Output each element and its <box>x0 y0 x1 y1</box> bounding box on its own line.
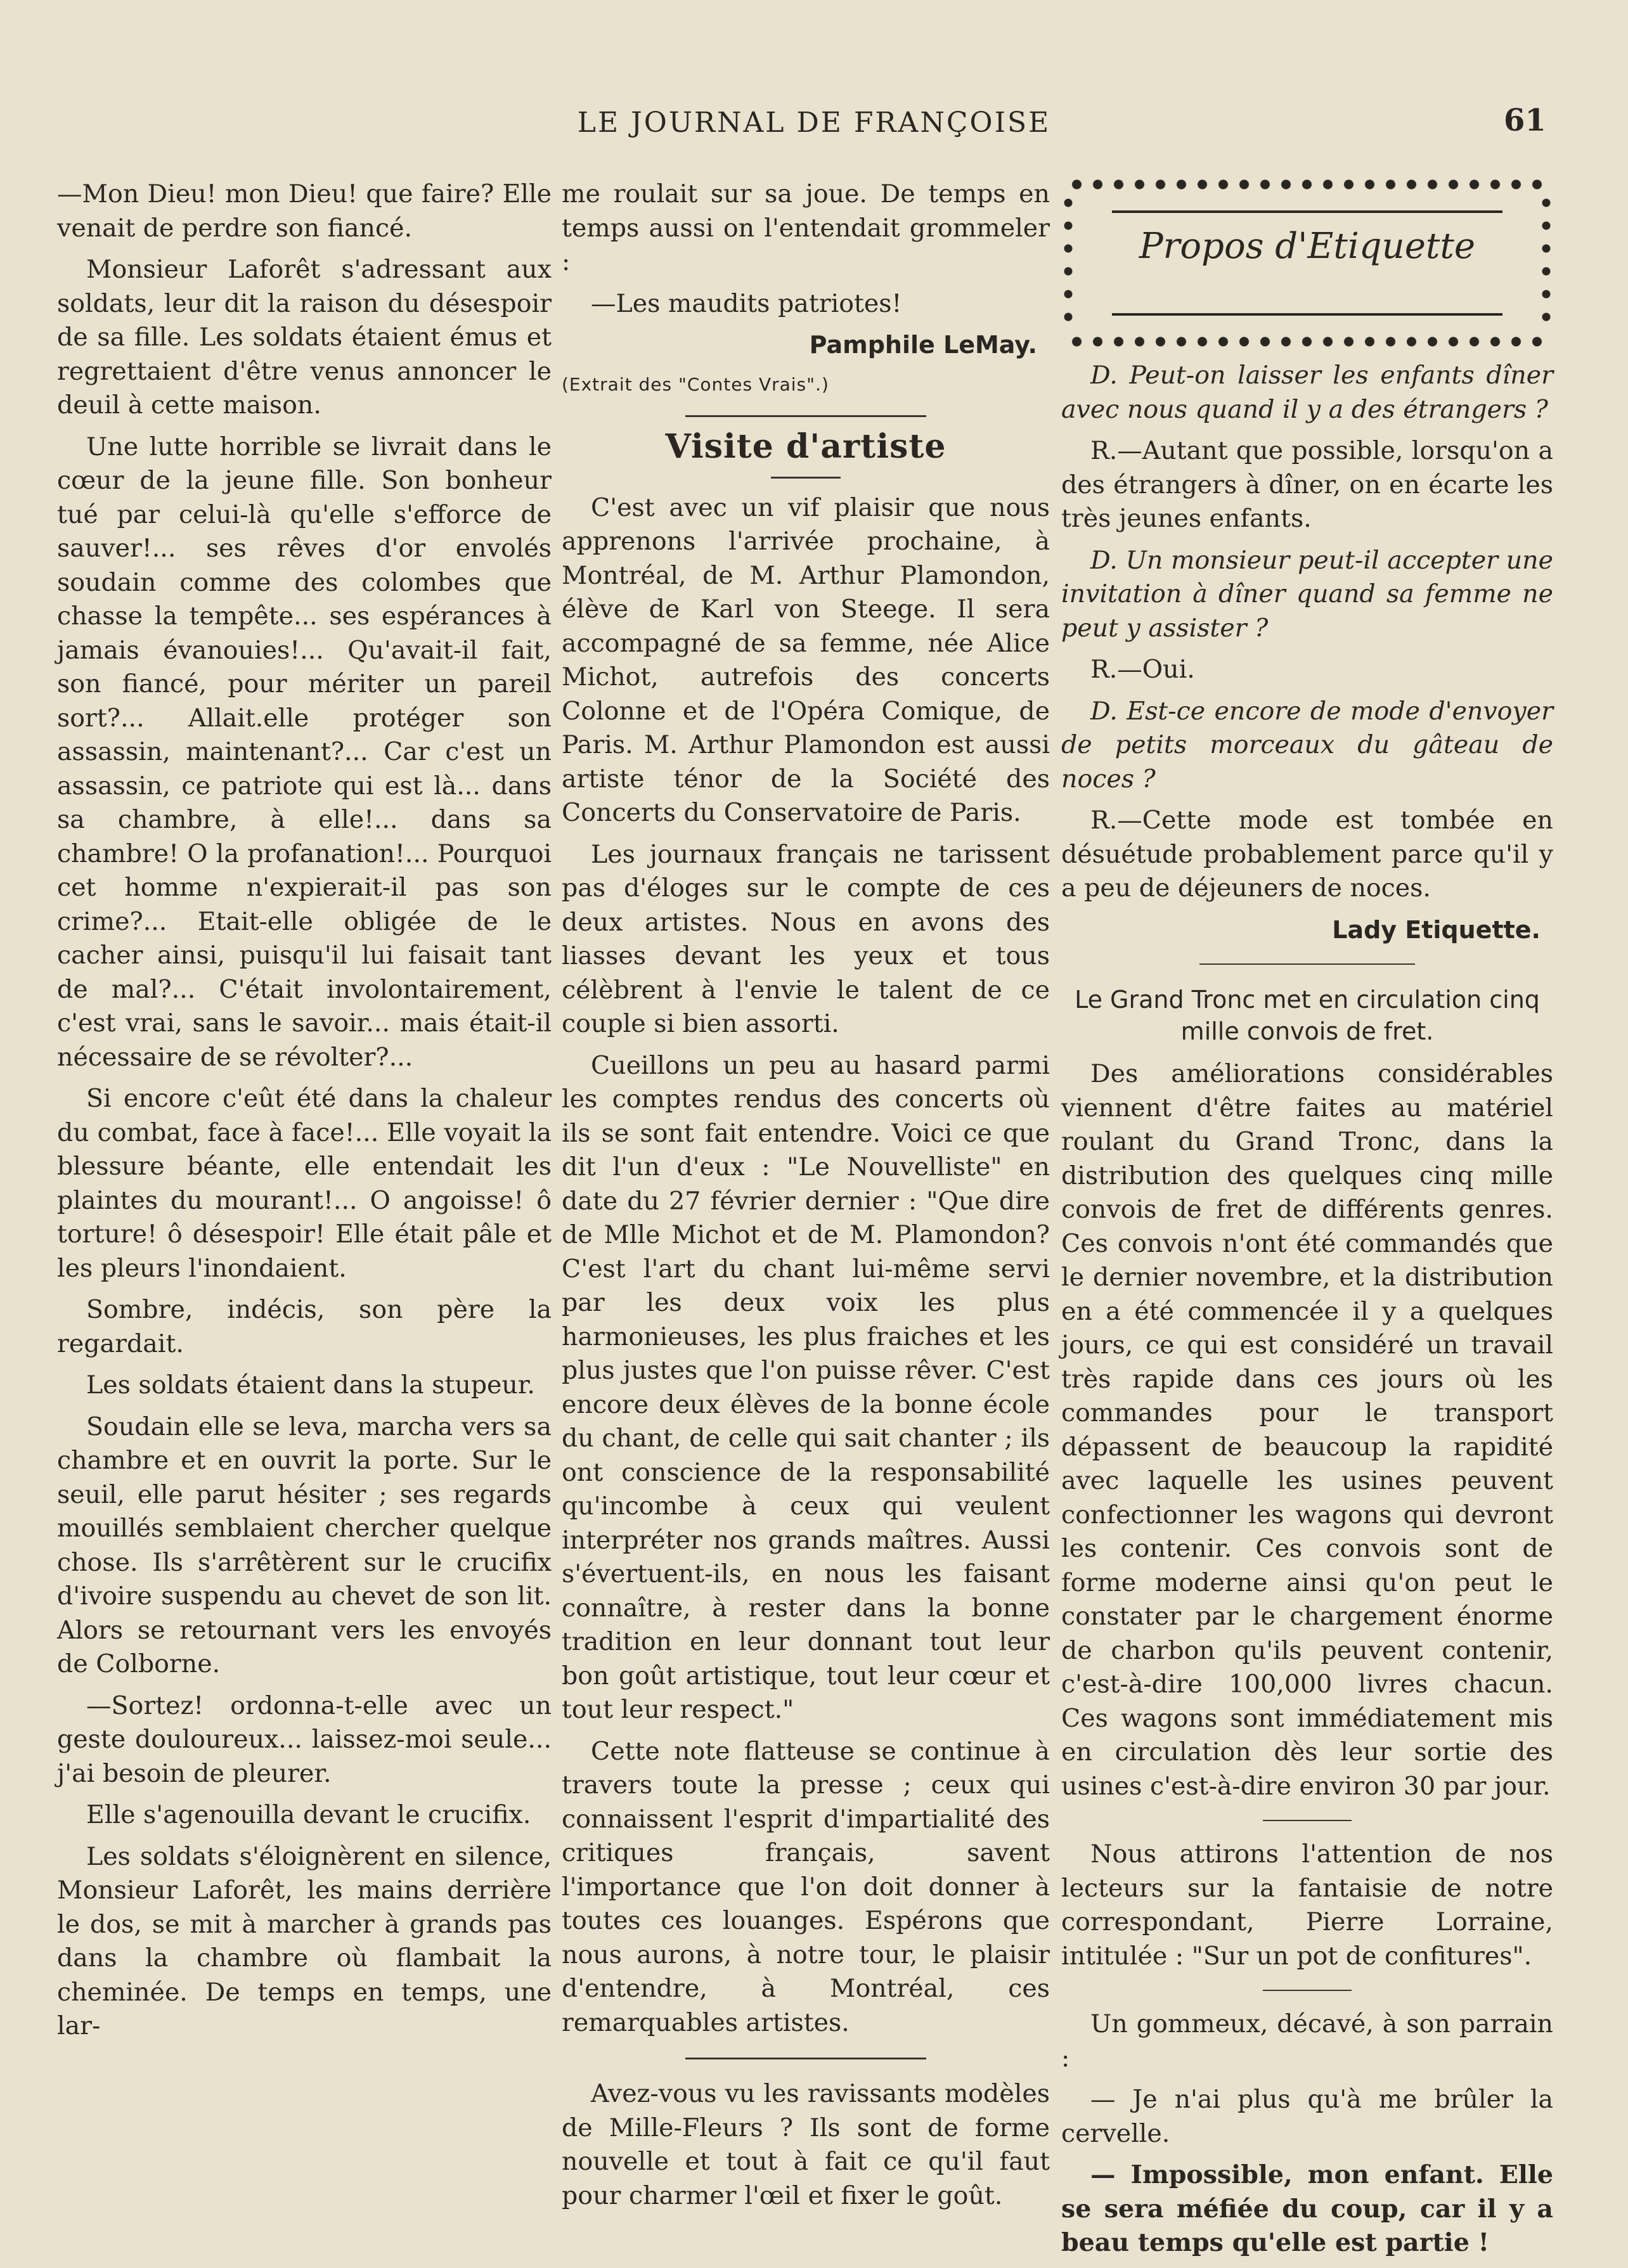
paragraph: Cette note flatteuse se continue à travers toute la presse ; ceux qui connaissent l'esprit d'impartialité des critiques français, savent l'importance que l'on doit donner à toutes ces louanges. Espérons que nous aurons, à notre tour, le plaisir d'entendre, à Montréal, ces remarquables artistes. <box>562 1736 1050 2037</box>
quote: —Les maudits patriotes! <box>591 288 902 318</box>
author-signature: Pamphile LeMay. <box>809 331 1037 359</box>
running-head: LE JOURNAL DE FRANÇOISE <box>577 106 1051 139</box>
frame-rule <box>1112 210 1502 213</box>
section-divider <box>1199 963 1415 965</box>
column-1 <box>57 177 552 2051</box>
column-2 <box>562 177 1050 2220</box>
paragraph: me roulait sur sa joue. De temps en temps aussi on l'entendait grommeler : <box>562 179 1050 276</box>
etiquette-title: Propos d'Etiquette <box>1139 226 1475 267</box>
question: D. Un monsieur peut-il accepter une invitation à dîner quand sa femme ne peut y assister ? <box>1061 545 1553 643</box>
joke-line: Un gommeux, décavé, à son parrain : <box>1061 2009 1553 2073</box>
dotted-border <box>1066 335 1548 349</box>
etiquette-signature: Lady Etiquette. <box>1332 915 1541 944</box>
joke-line: — Impossible, mon enfant. Elle se sera méfiée du coup, car il y a beau temps qu'elle est partie ! <box>1061 2160 1553 2257</box>
etiquette-title-frame <box>1061 177 1553 349</box>
paragraph: Elle s'agenouilla devant le crucifix. <box>86 1800 531 1829</box>
paragraph: Monsieur Laforêt s'adressant aux soldats, leur dit la raison du désespoir de sa fille. Les soldats étaient émus et regrettaient d'être venus annoncer le deuil à cette maison. <box>57 255 552 420</box>
paragraph: Soudain elle se leva, marcha vers sa chambre et en ouvrit la porte. Sur le seuil, elle parut hésiter ; ses regards mouillés semblaient chercher quelque chose. Ils s'arrêtèrent sur le crucifix d'ivoire suspendu au chevet de son lit. Alors se retournant vers les envoyés de Colborne. <box>57 1412 552 1678</box>
frame-rule <box>1112 313 1502 316</box>
answer: R.—Cette mode est tombée en désuétude probablement parce qu'il y a peu de déjeuners de noces. <box>1061 806 1553 903</box>
question: D. Est-ce encore de mode d'envoyer de petits morceaux du gâteau de noces ? <box>1061 696 1553 794</box>
paragraph: —Sortez! ordonna-t-elle avec un geste douloureux... laissez-moi seule... j'ai besoin de pleurer. <box>57 1691 552 1788</box>
section-divider <box>685 2058 926 2059</box>
column-3 <box>1061 177 1553 2268</box>
dotted-border <box>1066 177 1548 191</box>
heading-underline <box>771 477 841 479</box>
paragraph: Une lutte horrible se livrait dans le cœur de la jeune fille. Son bonheur tué par celui-là qu'elle s'efforce de sauver!... ses rêves d'or envolés soudain comme des colombes que chasse la tempête... ses espérances à jamais évanouies!... Qu'avait-il fait, son fiancé, pour mériter un pareil sort?... Allait.elle protéger son assassin, maintenant?... Car c'est un assassin, ce patriote qui est là... dans sa chambre, à elle!... dans sa chambre! O la profanation!... Pourquoi cet homme n'expierait-il pas son crime?... Etait-elle obligée de le cacher ainsi, puisqu'il lui faisait tant de mal?... C'était involontairement, c'est vrai, sans le savoir... mais était-il nécessaire de se révolter?... <box>57 432 552 1072</box>
answer: R.—Autant que possible, lorsqu'on a des étrangers à dîner, on en écarte les très jeunes enfants. <box>1061 436 1553 533</box>
paragraph: —Mon Dieu! mon Dieu! que faire? Elle venait de perdre son fiancé. <box>57 179 552 243</box>
article-heading: Visite d'artiste <box>665 427 946 466</box>
paragraph: Avez-vous vu les ravissants modèles de Mille-Fleurs ? Ils sont de forme nouvelle et tout à fait ce qu'il faut pour charmer l'œil et fixer le goût. <box>562 2079 1050 2210</box>
page-number: 61 <box>1504 103 1546 138</box>
notice: Nous attirons l'attention de nos lecteurs sur la fantaisie de notre correspondant, Pierre Lorraine, intitulée : "Sur un pot de confitures". <box>1061 1840 1553 1971</box>
paragraph: Les journaux français ne tarissent pas d'éloges sur le compte de ces deux artistes. Nous en avons des liasses devant les yeux et tous célèbrent à l'envie le talent de ce couple si bien assorti. <box>562 839 1050 1038</box>
section-divider <box>1263 1990 1352 1991</box>
answer: R.—Oui. <box>1090 655 1195 684</box>
paragraph: Des améliorations considérables viennent d'être faites au matériel roulant du Grand Tronc, dans la distribution des quelques cinq mille convois de fret de différents genres. Ces convois n'ont été commandés que le dernier novembre, et la distribution en a été commencée il y a quelques jours, ce qui est considéré un travail très rapide dans ces jours où les commandes pour le transport dépassent de beaucoup la rapidité avec laquelle les usines peuvent confectionner les wagons qui devront les contenir. Ces convois sont de forme moderne ainsi qu'on peut le constater par le chargement énorme de charbon qu'ils peuvent contenir, c'est-à-dire 100,000 livres chacun. Ces wagons sont immédiatement mis en circulation dès leur sortie des usines c'est-à-dire environ 30 par jour. <box>1061 1059 1553 1801</box>
source-note: (Extrait des "Contes Vrais".) <box>562 373 829 395</box>
paragraph: Cueillons un peu au hasard parmi les comptes rendus des concerts où ils se sont fait entendre. Voici ce que dit l'un d'eux : "Le Nouvelliste" en date du 27 février dernier : "Que dire de Mlle Michot et de M. Plamondon? C'est l'art du chant lui-même servi par les deux voix les plus harmonieuses, les plus fraiches et les plus justes que l'on puisse rêver. C'est encore deux élèves de la bonne école du chant, de celle qui sait chanter ; ils ont conscience de la responsabilité qu'incombe à ceux qui veulent interpréter nos grands maîtres. Aussi s'évertuent-ils, en nous les faisant connaître, à rester dans la bonne tradition en leur donnant tout leur bon goût artistique, tout leur cœur et tout leur respect." <box>562 1050 1050 1724</box>
joke-line: — Je n'ai plus qu'à me brûler la cervelle. <box>1061 2085 1553 2148</box>
paragraph: Si encore c'eût été dans la chaleur du combat, face à face!... Elle voyait la blessure béante, elle entendait les plaintes du mourant!... O angoisse! ô torture! ô désespoir! Elle était pâle et les pleurs l'inondaient. <box>57 1084 552 1283</box>
paragraph: Les soldats étaient dans la stupeur. <box>86 1370 535 1400</box>
section-divider <box>1263 1820 1352 1821</box>
question: D. Peut-on laisser les enfants dîner avec nous quand il y a des étrangers ? <box>1061 361 1553 424</box>
paragraph: C'est avec un vif plaisir que nous apprenons l'arrivée prochaine, à Montréal, de M. Arthur Plamondon, élève de Karl von Steege. Il sera accompagné de sa femme, née Alice Michot, autrefois des concerts Colonne et de l'Opéra Comique, de Paris. M. Arthur Plamondon est aussi artiste ténor de la Société des Concerts du Conservatoire de Paris. <box>562 493 1050 827</box>
paragraph: Sombre, indécis, son père la regardait. <box>57 1295 552 1358</box>
paragraph: Les soldats s'éloignèrent en silence, Monsieur Laforêt, les mains derrière le dos, se mit à marcher à grands pas dans la chambre où flambait la cheminée. De temps en temps, une lar- <box>57 1841 552 2040</box>
section-divider <box>685 415 926 417</box>
article-heading: Le Grand Tronc met en circulation cinq mille convois de fret. <box>1075 986 1540 1045</box>
